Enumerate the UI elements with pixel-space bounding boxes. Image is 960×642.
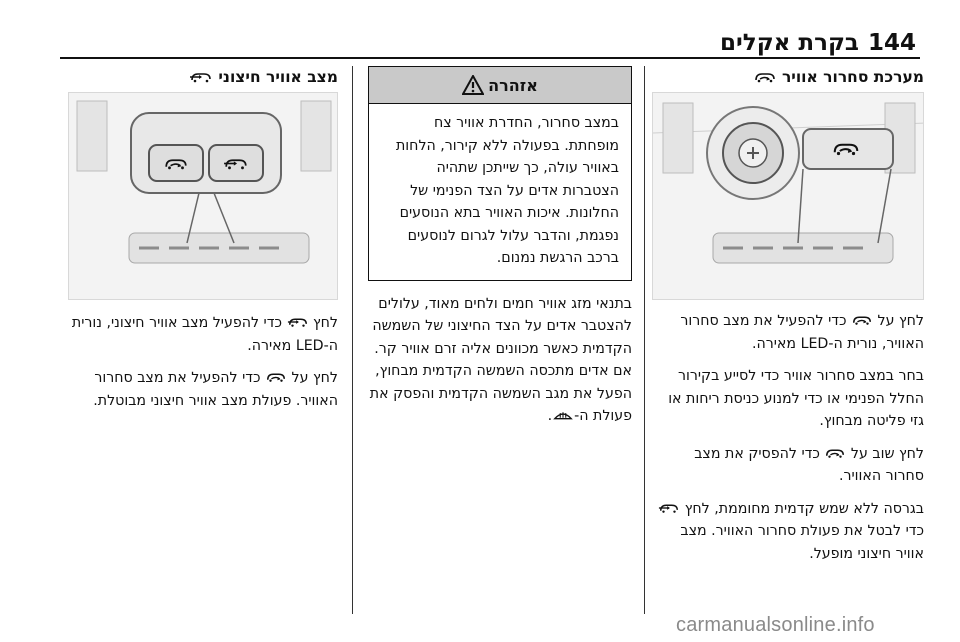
column-divider-left	[352, 66, 353, 614]
warning-box	[368, 66, 632, 281]
chapter-title: בקרת אקלים	[720, 30, 859, 56]
warning-header	[369, 67, 631, 104]
section-title-fresh-air: מצב אוויר חיצוני	[68, 66, 338, 92]
paragraph-1: לחץ על כדי להפעיל את מצב סחרור האוויר, נורית ה-LED מאירה.	[680, 313, 924, 352]
warning-title: אזהרה	[488, 75, 538, 95]
paragraph-4: בגרסה ללא שמש קדמית מחוממת, לחץ כדי לבטל את פעולת סחרור האוויר. מצב אוויר חיצוני מופעל.	[652, 498, 924, 566]
climate-panel-figure-fresh-air	[68, 92, 338, 300]
paragraph-3: לחץ שוב על כדי להפסיק את מצב סחרור האוויר.	[694, 445, 924, 484]
warning-triangle-icon	[462, 75, 484, 95]
recirculation-icon	[753, 71, 777, 83]
recirculation-icon	[265, 371, 287, 383]
recirculation-icon	[824, 447, 846, 459]
warning-section	[368, 66, 632, 428]
fresh-air-icon	[287, 316, 309, 328]
windscreen-defrost-icon	[552, 409, 574, 421]
paragraph-2: בחר במצב סחרור אוויר כדי לסייע בקירור החלל הפנימי או כדי למנוע כניסת ריחות או גזי פליטה מבחוץ.	[668, 368, 924, 429]
paragraph-condensation: בתנאי מזג אוויר חמים ולחים מאוד, עלולים להצטבר אדים על הצד החיצוני של השמשה הקדמית כאשר מכוונים אליה זרם אוויר קר. אם אדים מתכסה השמשה הקדמית מבחוץ, הפעל את מגב השמשה הקדמית והפסק את פעולת ה-.	[369, 295, 632, 424]
page-number: 144	[868, 30, 917, 56]
recirculation-icon	[851, 314, 873, 326]
climate-panel-figure-recirculation	[652, 92, 924, 300]
column-divider-right	[644, 66, 645, 614]
fresh-air-section	[68, 66, 338, 412]
header-divider	[60, 57, 920, 59]
paragraph-2: לחץ על כדי להפעיל את מצב סחרור האוויר. פעולת מצב אוויר חיצוני מבוטלת.	[93, 370, 338, 409]
fresh-air-icon	[658, 502, 680, 514]
fresh-air-icon	[189, 71, 213, 83]
section-title-recirculation: מערכת סחרור אוויר	[652, 66, 924, 92]
recirculation-section	[652, 66, 924, 565]
paragraph-1: לחץ כדי להפעיל מצב אוויר חיצוני, נורית ה-LED מאירה.	[71, 315, 338, 354]
page-header	[0, 24, 960, 60]
watermark: carmanualsonline.info	[676, 614, 875, 636]
warning-text: במצב סחרור, החדרת אוויר צח מופחתת. בפעולה ללא קירור, הלחות באוויר עולה, כך שייתכן שתהיה הצטברות אדים על הצד הפנימי של החלונות. איכות האוויר בתא הנוסעים נפגמת, והדבר עלול לגרום לנוסעים ברכב הרגשת נמנום.	[395, 115, 619, 266]
